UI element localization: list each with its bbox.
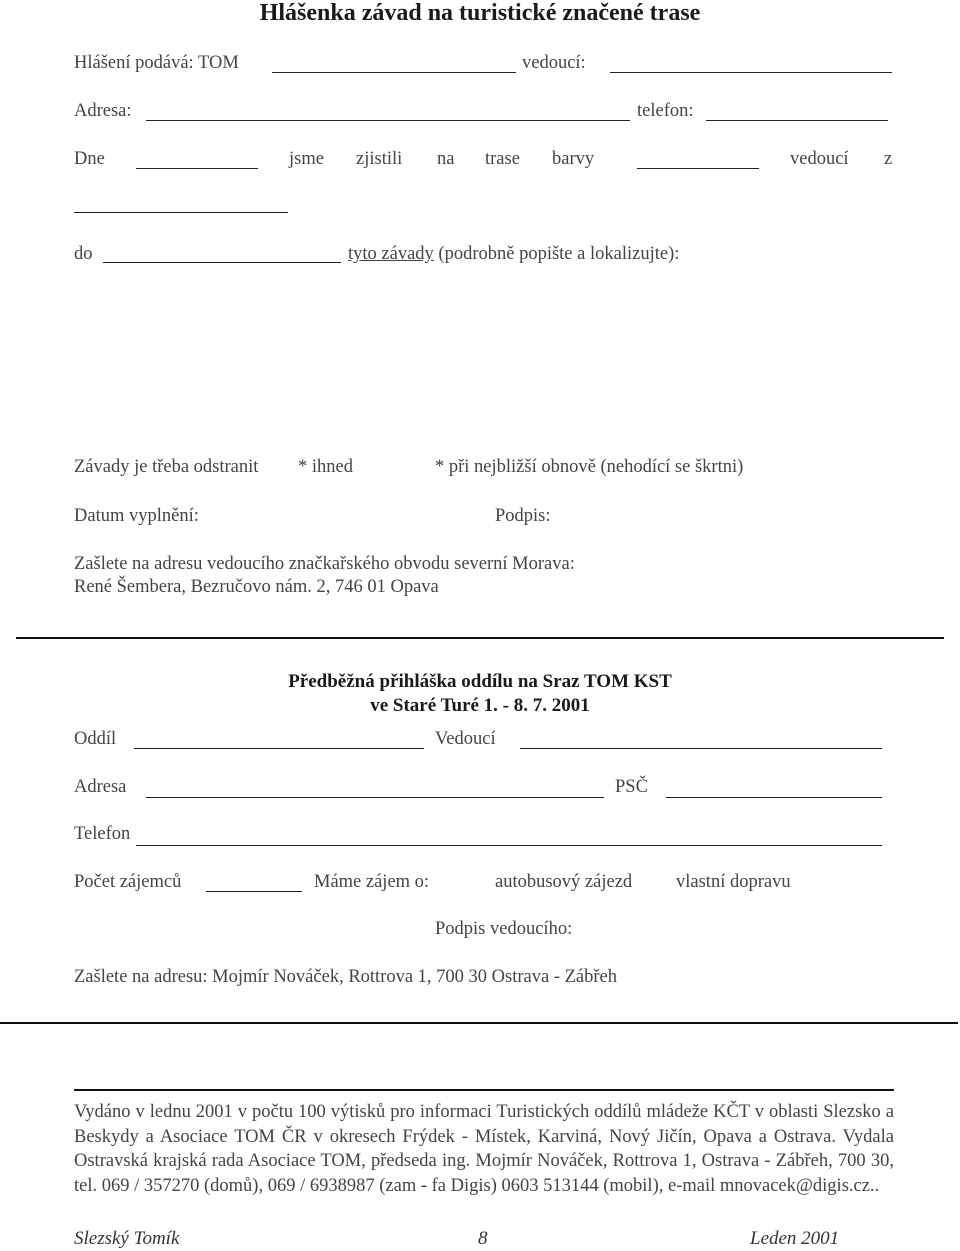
interest-label: Máme zájem o: [314,872,430,892]
word-do: do [74,244,93,264]
from-field[interactable] [74,212,288,213]
defects-description-label [348,243,679,265]
application-subtitle: ve Staré Turé 1. - 8. 7. 2001 [370,695,590,716]
phone-label: telefon: [637,101,694,121]
leader-label: vedoucí: [522,53,586,73]
section-divider [16,637,944,639]
option-next-renewal[interactable]: * při nejbližší obnově (nehodící se škrtni) [435,457,744,477]
word-vedouci: vedoucí [790,149,849,169]
footer-publication-name: Slezský Tomík [74,1228,180,1249]
page-title: Hlášenka závad na turistické značené trase [259,0,701,26]
footer-date: Leden 2001 [750,1228,840,1249]
phone2-label: Telefon [74,824,131,844]
word-dne: Dne [74,149,105,169]
address2-label: Adresa [74,777,127,797]
date-filled-label: Datum vyplnění: [74,506,199,526]
application-title: Předběžná přihláška oddílu na Sraz TOM KST [288,671,672,692]
fix-label: Závady je třeba odstranit [74,457,259,477]
send-to-line2: René Šembera, Bezručovo nám. 2, 746 01 Opava [74,577,439,597]
date-field[interactable] [136,168,258,169]
phone-field[interactable] [706,120,888,121]
address2-field[interactable] [146,797,604,798]
zip-field[interactable] [666,797,882,798]
publication-info: Vydáno v lednu 2001 v počtu 100 výtisků pro informaci Turistických oddílů mládeže KČT v oblasti Slezsko a Beskydy a Asociace TOM ČR v okresech Frýdek - Místek, Karviná, Nový Jičín, Opava a Ostrava. Vydala Ostravská krajská rada Asociace TOM, předseda ing. Mojmír Nováček, Rottrova 1, Ostrava - Zábřeh, 700 30, tel. 069 / 357270 (domů), 069 / 6938987 (zam - fa Digis) 0603 513144 (mobil), e-mail mnovacek@digis.cz.. [74,1102,894,1196]
word-na: na [437,149,455,169]
word-trase: trase [485,149,520,169]
leader-signature-label: Podpis vedoucího: [435,919,573,939]
count-label: Počet zájemců [74,872,182,892]
unit-field[interactable] [134,748,424,749]
defects-link-text: tyto závady [348,244,434,264]
to-field[interactable] [103,262,341,263]
option-immediately[interactable]: * ihned [298,457,353,477]
signature-label: Podpis: [495,506,551,526]
leader2-field[interactable] [520,748,882,749]
address-field[interactable] [146,120,630,121]
option-bus-trip[interactable]: autobusový zájezd [495,872,633,892]
word-z: z [884,149,893,169]
count-field[interactable] [206,891,302,892]
word-zjistili: zjistili [356,149,403,169]
reporter-field[interactable] [272,72,516,73]
defects-instructions: (podrobně popište a lokalizujte): [438,244,680,264]
color-field[interactable] [637,168,759,169]
leader2-label: Vedoucí [435,729,496,749]
section-divider-2 [0,1022,958,1024]
address-label: Adresa: [74,101,132,121]
reporter-label: Hlášení podává: TOM [74,53,239,73]
phone2-field[interactable] [136,845,882,846]
send-to-line1: Zašlete na adresu vedoucího značkařského obvodu severní Morava: [74,554,575,574]
zip-label: PSČ [615,777,648,797]
leader-field[interactable] [610,72,892,73]
unit-label: Oddíl [74,729,117,749]
word-barvy: barvy [552,149,595,169]
send-to-address2: Zašlete na adresu: Mojmír Nováček, Rottrova 1, 700 30 Ostrava - Zábřeh [74,967,618,987]
footer-page-number: 8 [478,1228,488,1249]
word-jsme: jsme [289,149,324,169]
footer-rule [74,1089,894,1091]
option-own-transport[interactable]: vlastní dopravu [676,872,791,892]
